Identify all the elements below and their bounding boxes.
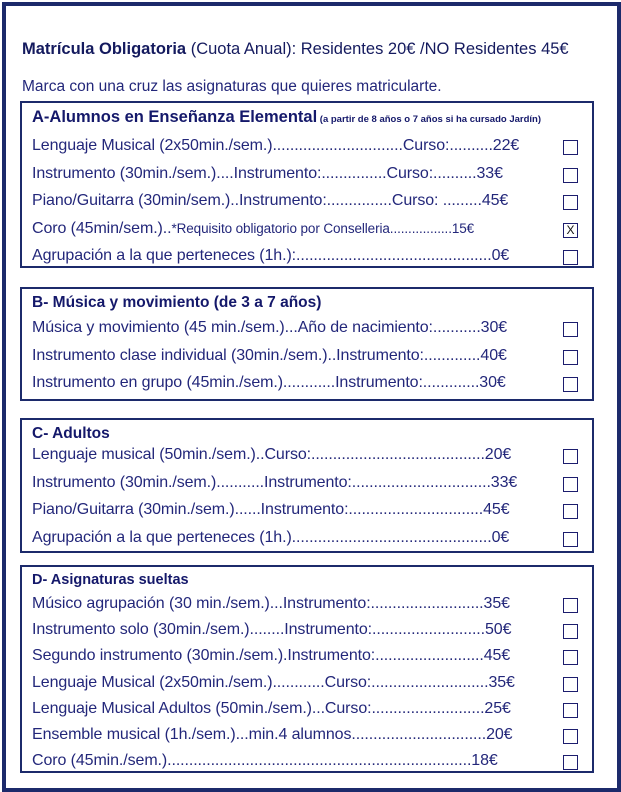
course-label-text: Agrupación a la que perteneces (1h.):.............................................0€ [32, 247, 510, 265]
section-title-text: D- Asignaturas sueltas [32, 572, 189, 588]
course-row [32, 700, 578, 722]
course-row [32, 674, 578, 696]
course-label-text: Instrumento (30min./sem.)....Instrumento:...............Curso:..........33€ [32, 164, 503, 182]
course-checkbox[interactable] [563, 168, 578, 183]
course-checkbox[interactable] [563, 504, 578, 519]
course-requirement-note: *Requisito obligatorio por Conselleria.................15€ [171, 220, 475, 236]
title-bold: Matrícula Obligatoria [22, 40, 187, 58]
section-title [32, 425, 110, 443]
course-row [32, 501, 578, 523]
page-title [22, 40, 569, 59]
course-label [32, 247, 552, 265]
course-label-text: Segundo instrumento (30min./sem.).Instrumento:.........................45€ [32, 647, 511, 665]
course-label [32, 192, 552, 210]
course-checkbox[interactable] [563, 755, 578, 770]
course-checkbox[interactable] [563, 650, 578, 665]
course-label-text: Coro (45min/sem.).. [32, 219, 172, 237]
course-label-text: Instrumento (30min./sem.)...........Instrumento:................................33€ [32, 473, 518, 491]
course-row [32, 726, 578, 748]
course-label-text: Músico agrupación (30 min./sem.)...Instrumento:..........................35€ [32, 595, 510, 612]
course-checkbox[interactable] [563, 624, 578, 639]
section-d [20, 565, 594, 773]
course-checkbox[interactable] [563, 322, 578, 337]
course-checkbox[interactable] [563, 598, 578, 613]
course-label [32, 474, 552, 492]
course-label [32, 319, 552, 337]
course-row [32, 247, 578, 269]
title-rest: (Cuota Anual): Residentes 20€ /NO Residentes 45€ [186, 40, 569, 58]
course-label [32, 647, 552, 665]
course-checkbox[interactable] [563, 477, 578, 492]
section-a [20, 101, 594, 268]
section-title [32, 572, 189, 588]
course-row [32, 752, 578, 774]
course-label-text: Instrumento solo (30min./sem.)........Instrumento:..........................50€ [32, 621, 512, 639]
course-row [32, 529, 578, 551]
section-b [20, 287, 594, 401]
section-title [32, 108, 541, 127]
course-row [32, 137, 578, 159]
course-checkbox[interactable] [563, 140, 578, 155]
course-checkbox[interactable] [563, 449, 578, 464]
section-title-text: C- Adultos [32, 425, 110, 442]
course-label-text: Coro (45min./sem.)......................................................................18€ [32, 752, 498, 770]
course-row [32, 319, 578, 341]
course-label-text: Instrumento clase individual (30min./sem.)..Instrumento:.............40€ [32, 346, 507, 364]
section-title-note: (a partir de 8 años o 7 años si ha cursado Jardín) [317, 114, 541, 125]
course-checkbox[interactable]: X [563, 223, 578, 238]
course-row [32, 474, 578, 496]
section-title-text: A-Alumnos en Enseñanza Elemental [32, 108, 318, 126]
course-checkbox[interactable] [563, 350, 578, 365]
course-row [32, 595, 578, 617]
course-label [32, 347, 552, 365]
course-label-text: Música y movimiento (45 min./sem.)...Año de nacimiento:...........30€ [32, 319, 508, 336]
instruction-text: Marca con una cruz las asignaturas que quieres matricularte. [22, 78, 442, 95]
course-checkbox[interactable] [563, 195, 578, 210]
course-label [32, 165, 552, 183]
course-label [32, 752, 552, 770]
course-label [32, 220, 552, 238]
course-label [32, 529, 552, 547]
section-title [32, 294, 321, 312]
course-label [32, 501, 552, 519]
course-checkbox[interactable] [563, 250, 578, 265]
course-label [32, 621, 552, 639]
course-label-text: Lenguaje Musical Adultos (50min./sem.)...Curso:..........................25€ [32, 699, 511, 717]
course-label [32, 674, 552, 692]
course-checkbox[interactable] [563, 703, 578, 718]
course-row [32, 621, 578, 643]
course-label [32, 595, 552, 613]
course-label [32, 137, 552, 155]
course-label [32, 726, 552, 744]
course-label-text: Lenguaje musical (50min./sem.)..Curso:........................................20€ [32, 446, 512, 463]
course-label-text: Instrumento en grupo (45min./sem.)............Instrumento:.............30€ [32, 374, 506, 391]
course-row [32, 165, 578, 187]
course-label-text: Lenguaje Musical (2x50min./sem.)..............................Curso:..........22€ [32, 137, 520, 154]
course-checkbox[interactable] [563, 377, 578, 392]
course-label-text: Piano/Guitarra (30min/sem.)..Instrumento:...............Curso: .........45€ [32, 192, 509, 210]
section-title-text: B- Música y movimiento (de 3 a 7 años) [32, 294, 322, 311]
course-checkbox[interactable] [563, 677, 578, 692]
course-label-text: Piano/Guitarra (30min./sem.)......Instrumento:...............................45€ [32, 501, 510, 518]
course-row [32, 446, 578, 468]
course-row [32, 192, 578, 214]
course-row [32, 374, 578, 396]
course-row [32, 220, 578, 242]
course-label-text: Lenguaje Musical (2x50min./sem.)............Curso:...........................35€ [32, 673, 515, 691]
course-checkbox[interactable] [563, 729, 578, 744]
course-label [32, 700, 552, 718]
course-row [32, 647, 578, 669]
course-checkbox[interactable] [563, 532, 578, 547]
course-label-text: Agrupación a la que perteneces (1h.)..............................................0€ [32, 528, 510, 546]
course-label [32, 374, 552, 392]
course-label [32, 446, 552, 464]
course-label-text: Ensemble musical (1h./sem.)...min.4 alumnos...............................20€ [32, 726, 513, 743]
section-c [20, 418, 594, 553]
course-row [32, 347, 578, 369]
